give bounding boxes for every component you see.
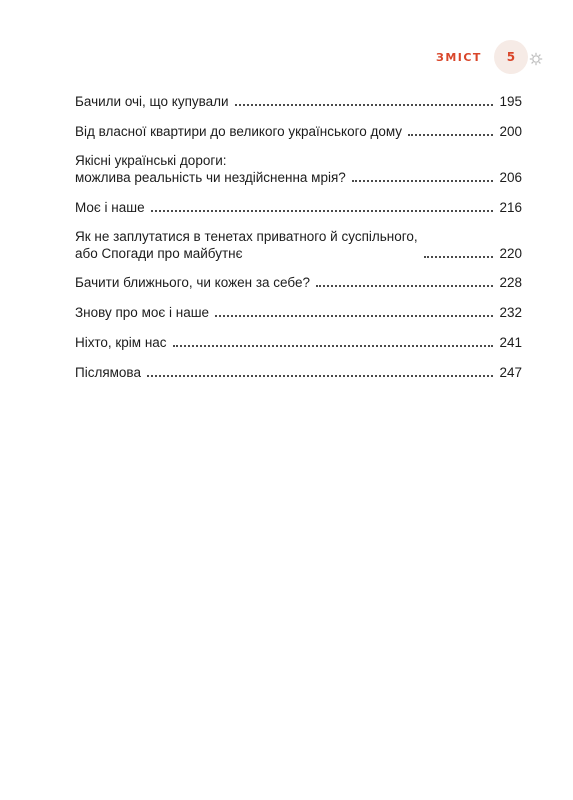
toc-entry-page: 195 (499, 94, 522, 109)
toc-entry-page: 241 (499, 335, 522, 350)
toc-entry[interactable] (75, 228, 522, 262)
toc-entry-title: Бачити ближнього, чи кожен за себе? (75, 275, 310, 290)
dot-leader (408, 134, 493, 136)
toc-entry-page: 206 (499, 170, 522, 185)
toc-entry[interactable] (75, 199, 522, 216)
dot-leader (424, 256, 494, 258)
gear-icon (529, 52, 543, 66)
toc-entry-title: Знову про моє і наше (75, 305, 210, 320)
dot-leader (147, 375, 494, 377)
dot-leader (173, 345, 494, 347)
toc-entry-title: Від власної квартири до великого українського дому (75, 124, 403, 139)
page-number-badge: 5 (494, 40, 528, 74)
toc-entry[interactable] (75, 364, 522, 381)
toc-entry[interactable] (75, 152, 522, 186)
toc-entry-page: 247 (499, 365, 522, 380)
running-header (436, 40, 543, 74)
toc-entry[interactable] (75, 123, 522, 140)
toc-entry[interactable] (75, 334, 522, 351)
table-of-contents (75, 93, 522, 381)
toc-entry[interactable] (75, 93, 522, 110)
dot-leader (215, 315, 493, 317)
toc-entry-title: Моє і наше (75, 200, 145, 215)
toc-entry-page: 228 (499, 275, 522, 290)
toc-entry-page: 220 (499, 246, 522, 261)
dot-leader (151, 210, 494, 212)
toc-entry-page: 216 (499, 200, 522, 215)
section-label: ЗМІСТ (436, 50, 482, 64)
toc-entry-title: Ніхто, крім нас (75, 335, 167, 350)
toc-entry-page: 232 (499, 305, 522, 320)
toc-entry[interactable] (75, 274, 522, 291)
dot-leader (235, 104, 494, 106)
dot-leader (352, 180, 494, 182)
toc-entry-title: Як не заплутатися в тенетах приватного й суспільного, або Спогади про майбутнє (75, 229, 418, 261)
dot-leader (316, 285, 494, 287)
toc-entry-title: Післямова (75, 365, 141, 380)
toc-entry-title: Якісні українські дороги: можлива реальність чи нездійсненна мрія? (75, 153, 346, 185)
toc-entry-title: Бачили очі, що купували (75, 94, 229, 109)
toc-entry-page: 200 (499, 124, 522, 139)
toc-entry[interactable] (75, 304, 522, 321)
